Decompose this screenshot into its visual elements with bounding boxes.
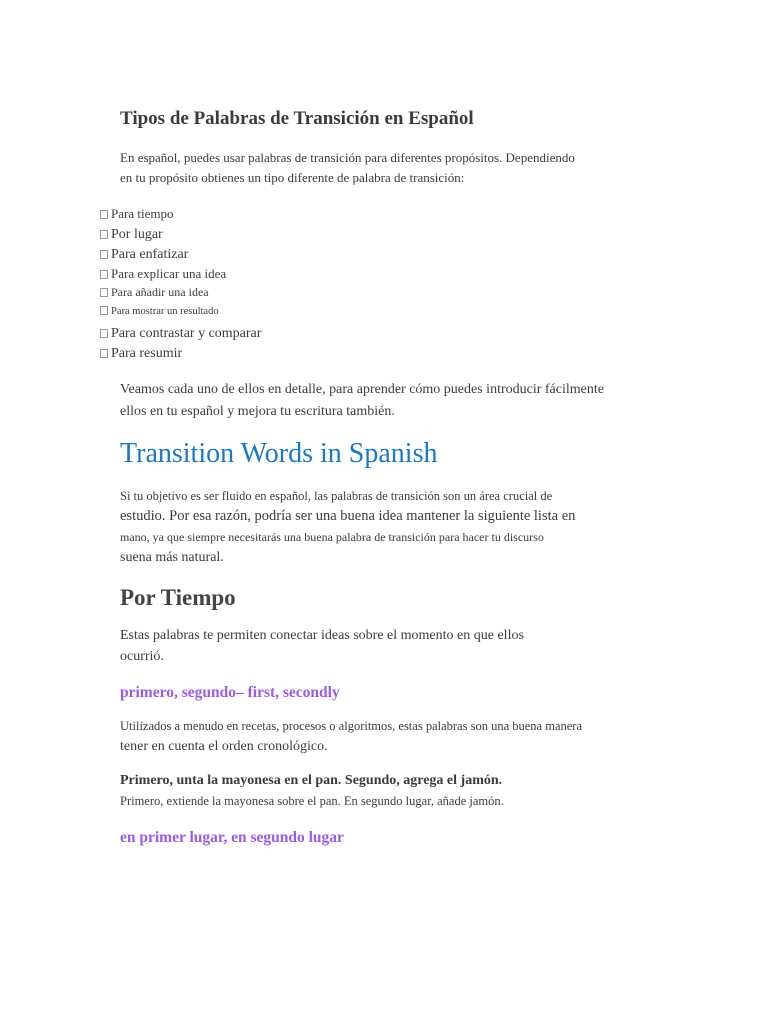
intro-line-2: en tu propósito obtienes un tipo diferente de palabra de transición: [120,170,465,185]
por-tiempo-heading: Por Tiempo [120,585,236,610]
main-heading: Transition Words in Spanish [120,438,438,469]
list-item [100,206,173,222]
list-item [100,346,182,362]
subheading-en-primer-lugar: en primer lugar, en segundo lugar [120,829,344,846]
checkbox-bullet-icon [100,288,108,297]
list-item-label: Para contrastar y comparar [111,326,262,341]
list-item [100,266,226,282]
list-item [100,227,163,243]
main-para-line-2: estudio. Por esa razón, podría ser una buena idea mantener la siguiente lista en [120,508,576,524]
list-item [100,326,261,342]
por-tiempo-line-1: Estas palabras te permiten conectar ideas sobre el momento en que ellos [120,628,524,643]
por-tiempo-line-2: ocurrió. [120,649,164,664]
main-para-line-1: Si tu objetivo es ser fluido en español, las palabras de transición son un área crucial de [120,489,553,503]
outro-line-2: ellos en tu español y mejora tu escritura también. [120,404,395,419]
checkbox-bullet-icon [100,270,108,279]
main-para-line-3: mano, ya que siempre necesitarás una buena palabra de transición para hacer tu discurso [120,530,544,544]
checkbox-bullet-icon [100,329,108,338]
section-title: Tipos de Palabras de Transición en Español [120,108,474,129]
example-sentence: Primero, unta la mayonesa en el pan. Segundo, agrega el jamón. [120,773,503,788]
list-item-label: Para tiempo [111,206,174,221]
list-item-label: Para mostrar un resultado [111,306,219,317]
checkbox-bullet-icon [100,210,108,219]
checkbox-bullet-icon [100,230,108,239]
main-para-line-4: suena más natural. [120,550,224,565]
list-item [100,247,188,263]
list-item-label: Para añadir una idea [111,285,209,299]
checkbox-bullet-icon [100,306,108,315]
sub1-line-2: tener en cuenta el orden cronológico. [120,739,328,754]
list-item [100,306,219,317]
list-item-label: Para enfatizar [111,247,189,262]
checkbox-bullet-icon [100,250,108,259]
list-item [100,285,209,300]
checkbox-bullet-icon [100,349,108,358]
list-item-label: Por lugar [111,227,163,242]
list-item-label: Para explicar una idea [111,266,227,281]
example-translation: Primero, extiende la mayonesa sobre el pan. En segundo lugar, añade jamón. [120,794,504,808]
list-item-label: Para resumir [111,346,183,361]
outro-line-1: Veamos cada uno de ellos en detalle, para aprender cómo puedes introducir fácilmente [120,382,604,397]
subheading-primero-segundo: primero, segundo– first, secondly [120,684,340,701]
intro-line-1: En español, puedes usar palabras de transición para diferentes propósitos. Dependiendo [120,150,575,165]
sub1-line-1: Utilizados a menudo en recetas, procesos o algoritmos, estas palabras son una buena manera [120,719,582,733]
